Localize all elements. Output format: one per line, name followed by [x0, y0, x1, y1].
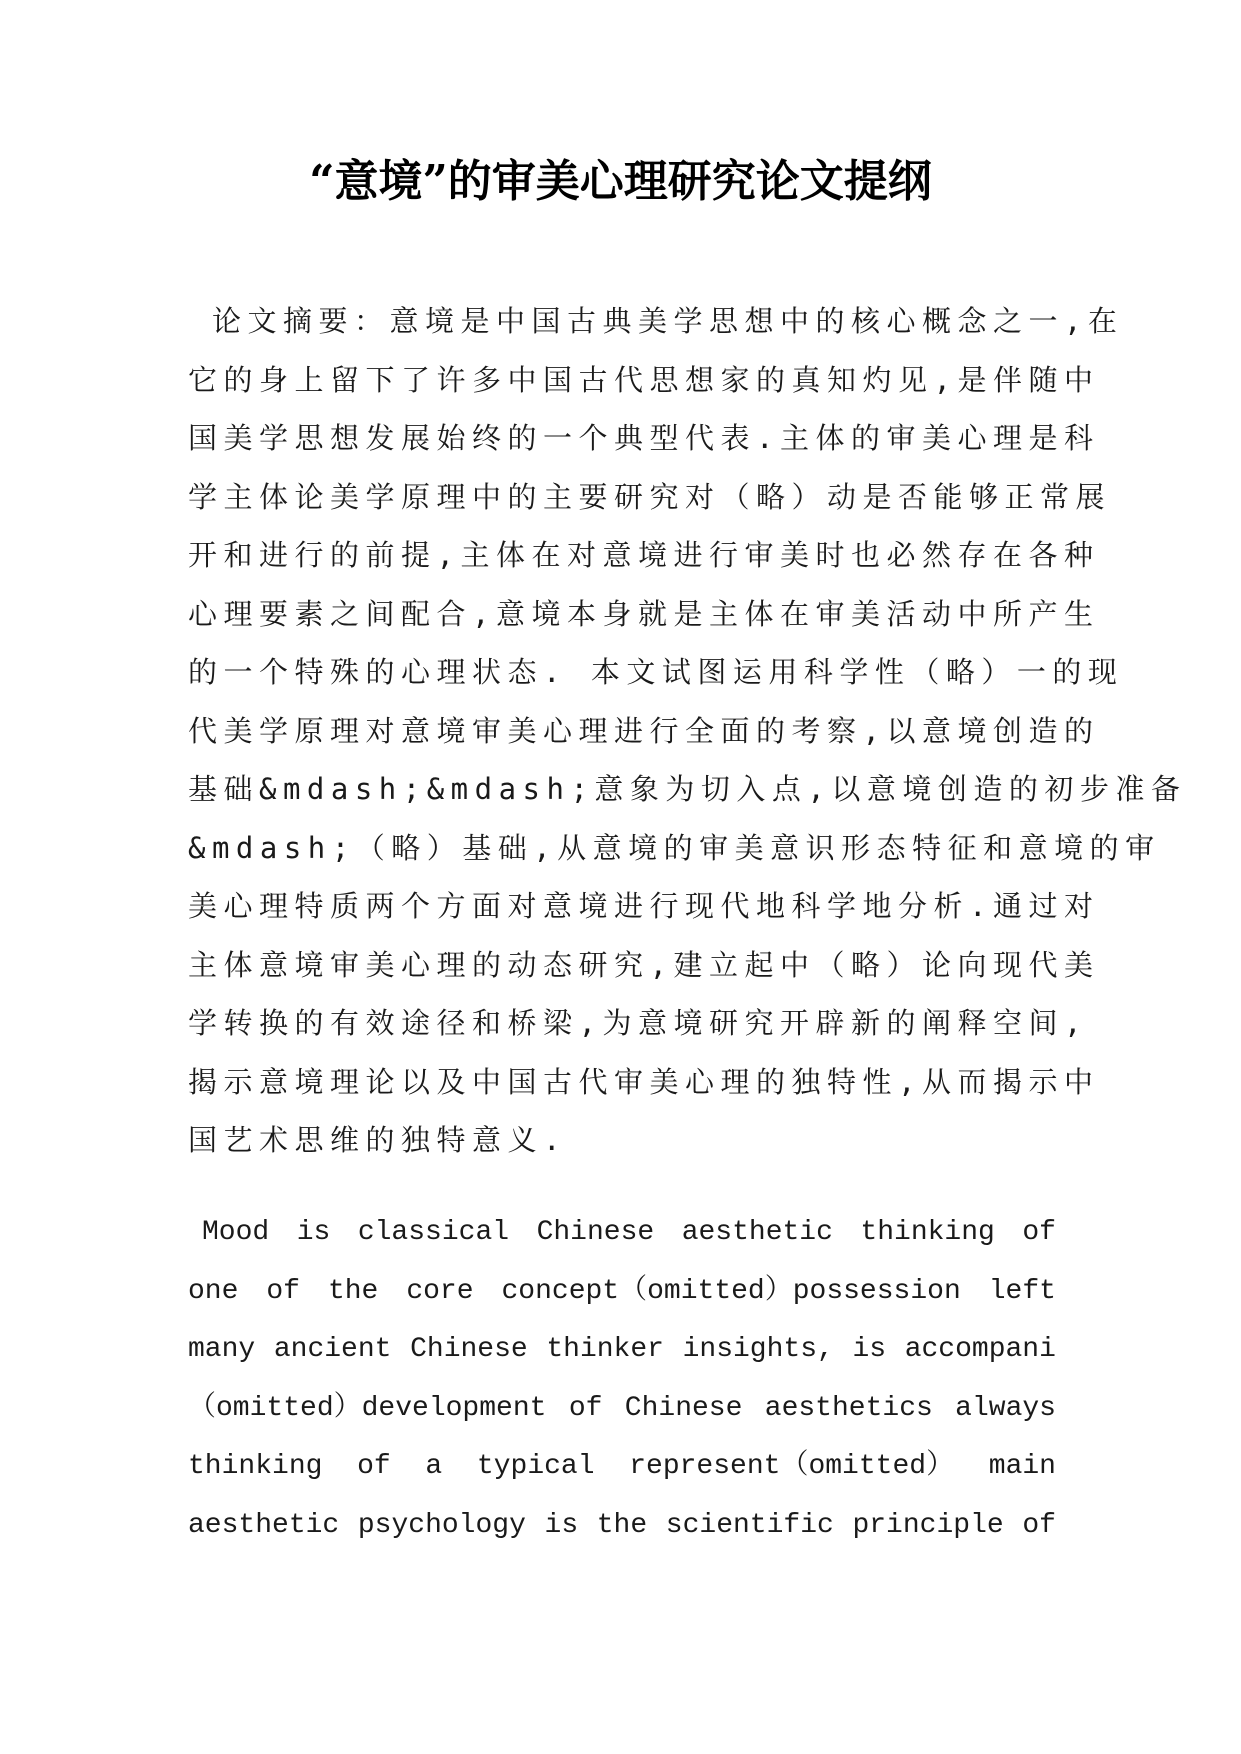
- abstract-en-word: aesthetics: [764, 1392, 933, 1424]
- abstract-en-word: Mood: [202, 1217, 270, 1248]
- abstract-cn-line: 代美学原理对意境审美心理进行全面的考察,以意境创造的: [188, 713, 1100, 748]
- abstract-en-word: left: [988, 1275, 1056, 1307]
- abstract-en-word: psychology: [357, 1509, 526, 1541]
- document-title: “意境”的审美心理研究论文提纲: [309, 156, 932, 207]
- abstract-cn-line: 的一个特殊的心理状态. 本文试图运用科学性（略）一的现: [188, 655, 1124, 689]
- abstract-en-word: ancient: [273, 1334, 392, 1365]
- abstract-en-word: scientific: [665, 1509, 834, 1541]
- abstract-cn-line: 开和进行的前提,主体在对意境进行审美时也必然存在各种: [188, 538, 1100, 572]
- abstract-en-word: the: [327, 1275, 379, 1307]
- abstract-en-word: of: [568, 1392, 603, 1424]
- abstract-cn-line: 国美学思想发展始终的一个典型代表.主体的审美心理是科: [188, 421, 1100, 455]
- abstract-en-word: aesthetic: [188, 1509, 340, 1541]
- abstract-cn-line: &mdash;（略）基础,从意境的审美意识形态特征和意境的审: [188, 830, 1161, 865]
- abstract-cn-line: 揭示意境理论以及中国古代审美心理的独特性,从而揭示中: [188, 1064, 1100, 1099]
- abstract-en-word: concept（omitted）possession: [501, 1275, 961, 1307]
- abstract-en-word: many: [188, 1334, 256, 1365]
- abstract-en-word: one: [188, 1275, 239, 1307]
- abstract-cn-line: 学转换的有效途径和桥梁,为意境研究开辟新的阐释空间,: [188, 1006, 1088, 1040]
- abstract-en-line: [188, 1263, 1056, 1322]
- abstract-en-word: aesthetic: [681, 1217, 833, 1248]
- abstract-en-word: Chinese: [624, 1392, 743, 1424]
- abstract-en-line: [188, 1380, 1056, 1439]
- abstract-en-word: is: [296, 1217, 331, 1248]
- abstract-en-word: of: [1022, 1509, 1056, 1541]
- abstract-cn-line: 基础&mdash;&mdash;意象为切入点,以意境创造的初步准备: [188, 772, 1187, 806]
- abstract-en-word: is: [852, 1334, 887, 1365]
- abstract-en-word: principle: [852, 1509, 1004, 1541]
- abstract-en-line: [188, 1204, 1056, 1263]
- abstract-en-word: always: [955, 1392, 1056, 1424]
- abstract-en-word: （omitted）development: [188, 1392, 547, 1424]
- abstract-cn-line: 主体意境审美心理的动态研究,建立起中（略）论向现代美: [188, 947, 1100, 982]
- abstract-en-word: of: [266, 1275, 300, 1307]
- abstract-en-word: accompani: [904, 1334, 1056, 1365]
- abstract-en-word: of: [357, 1451, 391, 1482]
- abstract-en-word: thinking: [860, 1217, 995, 1248]
- abstract-en-word: main: [988, 1451, 1056, 1482]
- abstract-en-word: a: [425, 1451, 443, 1482]
- abstract-en-word: Chinese: [410, 1334, 528, 1365]
- abstract-en-word: Chinese: [536, 1217, 655, 1248]
- abstract-chinese: [188, 292, 1187, 1170]
- abstract-cn-line: 学主体论美学原理中的主要研究对（略）动是否能够正常展: [188, 479, 1112, 514]
- abstract-en-word: typical: [476, 1451, 595, 1482]
- abstract-en-word: represent（omitted）: [629, 1451, 955, 1482]
- abstract-en-word: is: [544, 1509, 579, 1541]
- abstract-cn-line: 它的身上留下了许多中国古代思想家的真知灼见,是伴随中: [188, 362, 1100, 397]
- abstract-en-line: [188, 1497, 1056, 1556]
- abstract-en-word: core: [406, 1275, 474, 1307]
- abstract-cn-line: 国艺术思维的独特意义.: [188, 1123, 567, 1157]
- abstract-cn-line: 论文摘要：意境是中国古典美学思想中的核心概念之一,在: [188, 304, 1124, 338]
- abstract-en-word: classical: [357, 1217, 510, 1248]
- abstract-en-word: thinking: [188, 1451, 323, 1482]
- abstract-en-word: thinker: [546, 1334, 664, 1365]
- abstract-en-word: the: [596, 1509, 648, 1541]
- abstract-en-word: of: [1022, 1217, 1056, 1248]
- abstract-cn-line: 美心理特质两个方面对意境进行现代地科学地分析.通过对: [188, 889, 1100, 923]
- abstract-en-line: [188, 1321, 1056, 1380]
- abstract-english: [188, 1204, 1056, 1555]
- abstract-cn-line: 心理要素之间配合,意境本身就是主体在审美活动中所产生: [188, 596, 1100, 631]
- abstract-en-line: [188, 1438, 1056, 1497]
- abstract-en-word: insights,: [682, 1334, 834, 1365]
